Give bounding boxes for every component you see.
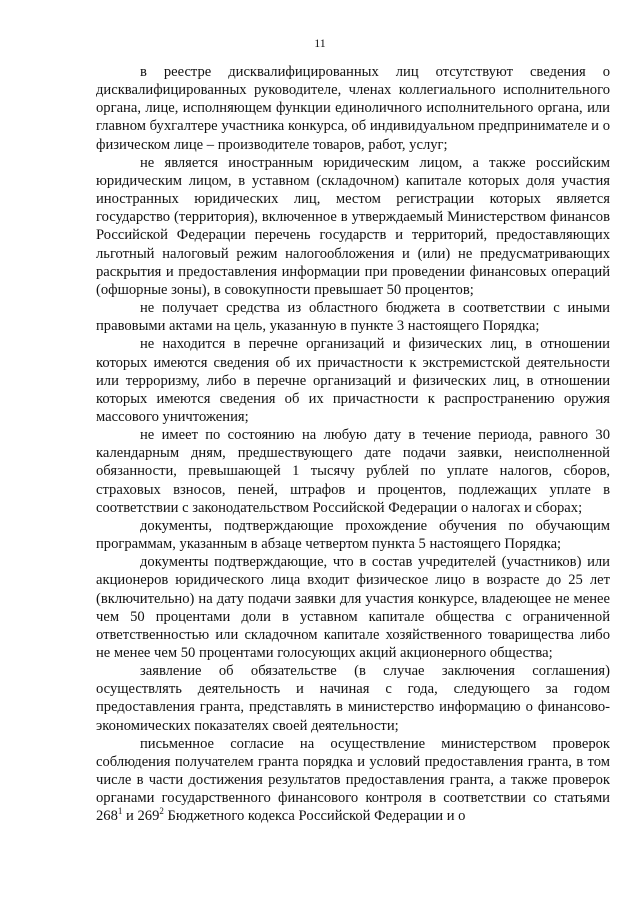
paragraph-training-documents: документы, подтверждающие прохождение обучения по обучающим программам, указанным в абзаце четвертом пункта 5 настоящего Порядка; bbox=[96, 517, 610, 553]
article-269-superscript: 2 bbox=[159, 806, 164, 817]
consent-text-start: письменное согласие на осуществление министерством проверок соблюдения получателем гранта порядка и условий предоставления гранта, в том числе в части достижения результатов предоставления гранта, а также проверок органами государственного финансового контроля в соответствии со статьями 268 bbox=[96, 735, 610, 825]
paragraph-founders-age: документы подтверждающие, что в состав учредителей (участников) или акционеров юридического лица входит физическое лицо в возрасте до 25 лет (включительно) на дату подачи заявки для участия конкурсе, владеющее не менее чем 50 процентами доли в уставном капитале общества с ограниченной ответственностью или складочном капитале хозяйственного товарищества либо не менее чем 50 процентами голосующих акций акционерного общества; bbox=[96, 554, 610, 661]
paragraph-tax-debt: не имеет по состоянию на любую дату в течение периода, равного 30 календарным дням, предшествующего дате подачи заявки, неисполненной обязанности, превышающей 1 тысячу рублей по уплате налогов, сборов, страховых взносов, пеней, штрафов и процентов, подлежащих уплате в соответствии с законодательством Российской Федерации о налогах и сборах; bbox=[96, 427, 610, 516]
consent-text-middle: и 269 bbox=[122, 808, 160, 825]
consent-text-end: Бюджетного кодекса Российской Федерации и о bbox=[163, 808, 466, 825]
paragraph-foreign-entity: не является иностранным юридическим лицом, а также российским юридическим лицом, в уставном (складочном) капитале которых доля участия иностранных юридических лиц, местом регистрации которых является государство (территория), включенное в утверждаемый Министерством финансов Российской Федерации перечень государств и территорий, предоставляющих льготный налоговый режим налогообложения и (или) не предусматривающих раскрытия и предоставления информации при проведении финансовых операций (офшорные зоны), в совокупности превышает 50 процентов; bbox=[96, 154, 610, 298]
page-number: 11 bbox=[314, 36, 326, 50]
paragraph-disqualified-registry: в реестре дисквалифицированных лиц отсутствуют сведения о дисквалифицированных руководителе, членах коллегиального исполнительного органа, лице, исполняющем функции единоличного исполнительного органа, или главном бухгалтере участника конкурса, об индивидуальном предпринимателе и о физическом лице – производителе товаров, работ, услуг; bbox=[96, 64, 610, 153]
paragraph-obligation-statement: заявление об обязательстве (в случае заключения соглашения) осуществлять деятельность и начиная с года, следующего за годом предоставления гранта, представлять в министерство информацию о финансово-экономических показателях своей деятельности; bbox=[96, 663, 610, 734]
article-268-superscript: 1 bbox=[117, 806, 123, 817]
paragraph-written-consent bbox=[96, 735, 610, 826]
paragraph-extremism-list: не находится в перечне организаций и физических лиц, в отношении которых имеются сведения об их причастности к экстремистской деятельности или терроризму, либо в перечне организаций и физических лиц, в отношении которых имеются сведения об их причастности к распространению оружия массового уничтожения; bbox=[96, 336, 610, 425]
paragraph-regional-budget: не получает средства из областного бюджета в соответствии с иными правовыми актами на цель, указанную в пункте 3 настоящего Порядка; bbox=[96, 300, 610, 335]
document-body bbox=[96, 63, 610, 826]
